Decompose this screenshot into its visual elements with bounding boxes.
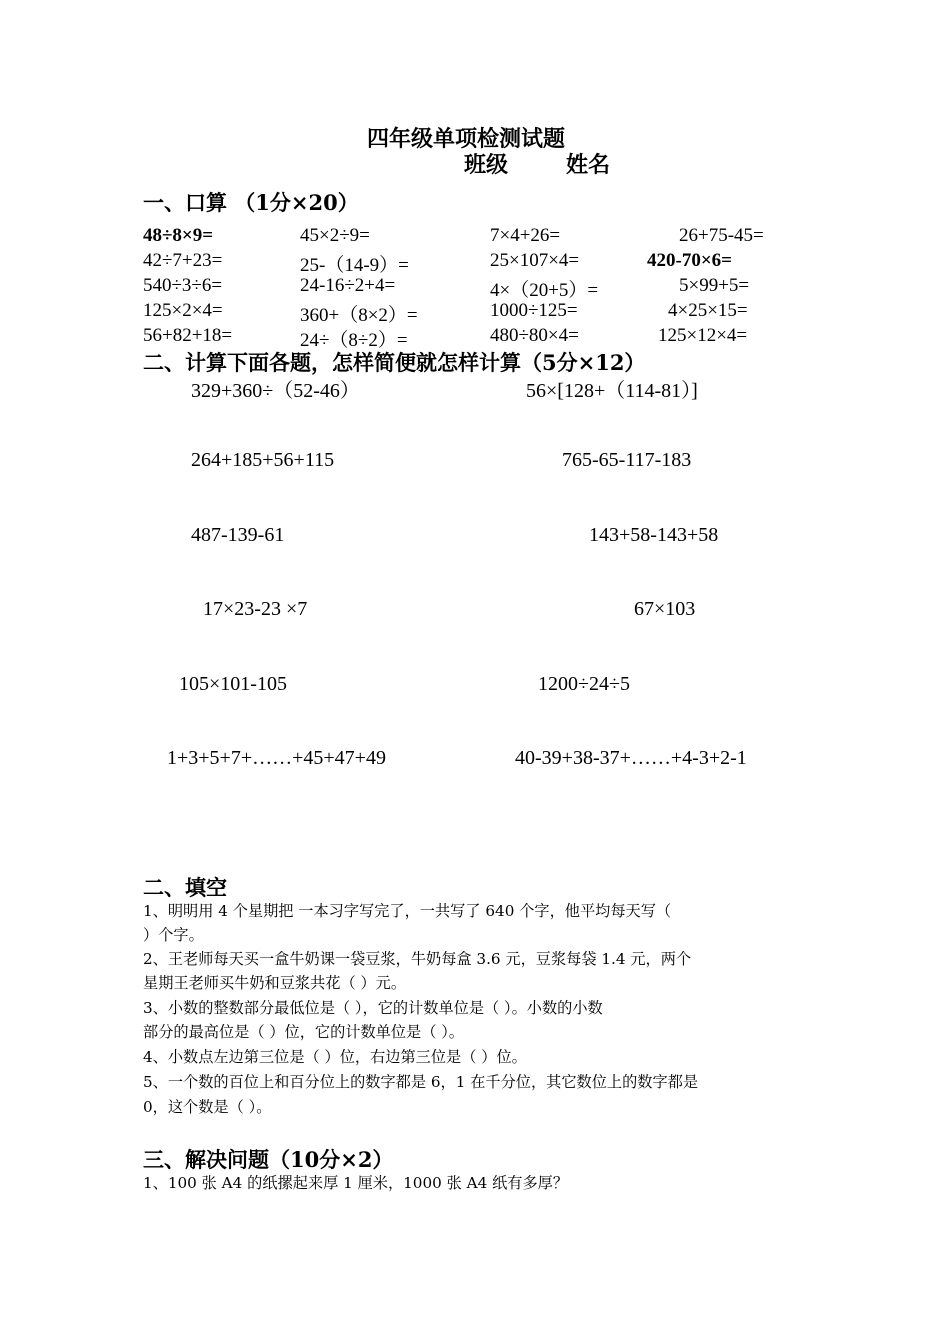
fill-line: 部分的最高位是（ ）位，它的计数单位是（ ）。	[143, 1023, 464, 1041]
calc-problem: 329+360÷（52-46）	[191, 380, 360, 402]
calc-problem: 67×103	[634, 598, 696, 620]
section-calc-heading: 二、计算下面各题，怎样简便就怎样计算（5分×12）	[143, 350, 646, 375]
oral-item: 5×99+5=	[679, 275, 750, 296]
calc-problem: 56×[128+（114-81）]	[526, 380, 698, 402]
fill-line: ）个字。	[143, 926, 204, 944]
calc-problem: 17×23-23 ×7	[203, 598, 308, 620]
fill-line: 1、明明用 4 个星期把 一本习字写完了，一共写了 640 个字，他平均每天写（	[143, 902, 672, 920]
calc-problem: 264+185+56+115	[191, 449, 335, 471]
oral-item: 125×12×4=	[658, 325, 748, 346]
oral-item: 540÷3÷6=	[143, 275, 223, 296]
oral-item: 125×2×4=	[143, 300, 223, 321]
calc-problem: 487-139-61	[191, 524, 285, 546]
class-label: 班级	[464, 152, 509, 178]
section-fill-heading: 二、填空	[143, 875, 227, 900]
oral-item: 56+82+18=	[143, 325, 233, 346]
name-label: 姓名	[566, 152, 611, 178]
word-problem: 1、100 张 A4 的纸摞起来厚 1 厘米，1000 张 A4 纸有多厚？	[143, 1174, 569, 1192]
fill-line: 0，这个数是（ ）。	[143, 1098, 272, 1116]
fill-line: 3、小数的整数部分最低位是（ ），它的计数单位是（ ）。小数的小数	[143, 999, 603, 1017]
section-oral-heading: 一、口算 （1分×20）	[143, 190, 359, 215]
oral-item: 4×25×15=	[668, 300, 748, 321]
fill-line: 5、一个数的百位上和百分位上的数字都是 6，1 在千分位，其它数位上的数字都是	[143, 1073, 699, 1091]
oral-item: 24÷（8÷2）=	[300, 330, 408, 351]
oral-item: 1000÷125=	[490, 300, 578, 321]
oral-item: 420-70×6=	[647, 250, 732, 271]
fill-line: 2、王老师每天买一盒牛奶课一袋豆浆，牛奶每盒 3.6 元，豆浆每袋 1.4 元，两个	[143, 950, 692, 968]
calc-problem: 40-39+38-37+……+4-3+2-1	[515, 747, 747, 769]
oral-item: 26+75-45=	[679, 225, 764, 246]
calc-problem: 105×101-105	[179, 673, 287, 695]
oral-item: 25×107×4=	[490, 250, 580, 271]
oral-item: 25-（14-9）=	[300, 255, 409, 276]
calc-problem: 143+58-143+58	[589, 524, 719, 546]
oral-item: 24-16÷2+4=	[300, 275, 396, 296]
section-problem-heading: 三、解决问题（10分×2）	[143, 1147, 394, 1172]
fill-line: 4、小数点左边第三位是（ ）位，右边第三位是（ ）位。	[143, 1048, 527, 1066]
oral-item: 45×2÷9=	[300, 225, 370, 246]
page-title: 四年级单项检测试题	[367, 126, 566, 152]
oral-item: 360+（8×2）=	[300, 305, 418, 326]
oral-item: 48÷8×9=	[143, 225, 214, 246]
oral-item: 42÷7+23=	[143, 250, 223, 271]
calc-problem: 765-65-117-183	[562, 449, 692, 471]
fill-line: 星期王老师买牛奶和豆浆共花（ ）元。	[143, 974, 407, 992]
oral-item: 7×4+26=	[490, 225, 561, 246]
calc-problem: 1+3+5+7+……+45+47+49	[167, 747, 386, 769]
oral-item: 480÷80×4=	[490, 325, 579, 346]
oral-item: 4×（20+5）=	[490, 280, 599, 301]
calc-problem: 1200÷24÷5	[538, 673, 630, 695]
